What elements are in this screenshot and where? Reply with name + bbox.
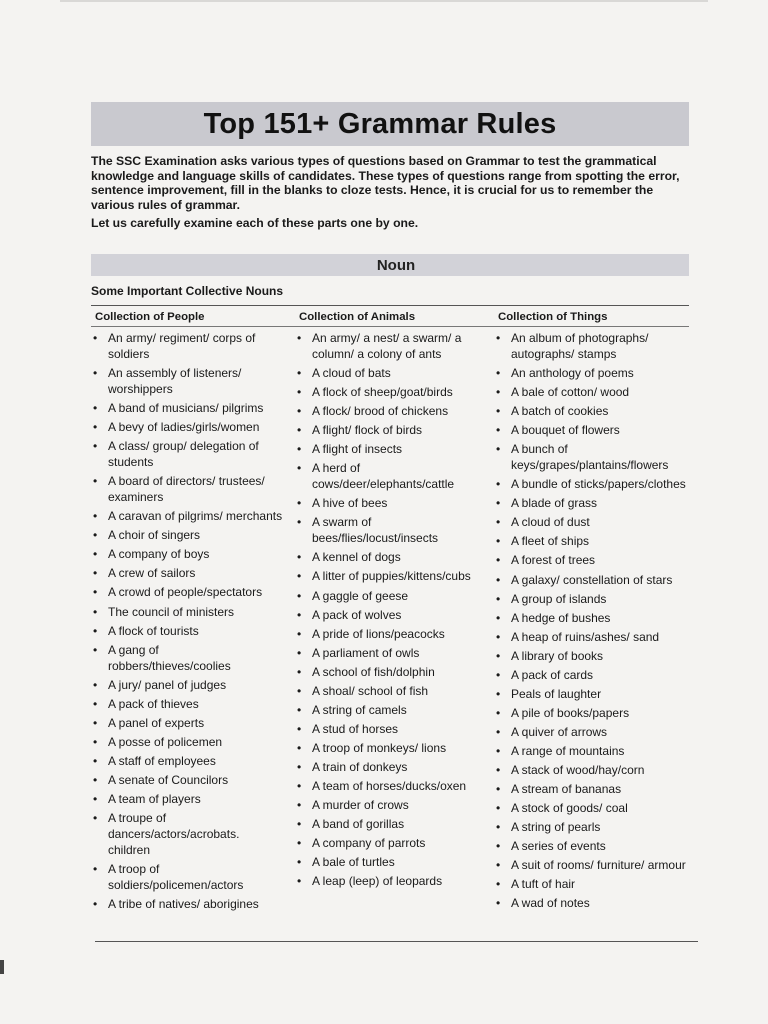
list-item: • A bunch of keys/grapes/plantains/flowers (496, 441, 696, 473)
list-item: • A shoal/ school of fish (297, 683, 493, 699)
list-item: • A stream of bananas (496, 781, 696, 797)
list-item: • A string of pearls (496, 819, 696, 835)
people-list (93, 330, 283, 915)
list-item: • A flight of insects (297, 441, 493, 457)
list-item: • A murder of crows (297, 797, 493, 813)
list-item: • A cloud of bats (297, 365, 493, 381)
list-item: • A stock of goods/ coal (496, 800, 696, 816)
list-item: • A forest of trees (496, 552, 696, 568)
intro-text (91, 154, 696, 235)
list-item: • A galaxy/ constellation of stars (496, 572, 696, 588)
list-item: • A series of events (496, 838, 696, 854)
page-top-edge (60, 0, 708, 2)
list-item: • An army/ regiment/ corps of soldiers (93, 330, 283, 362)
page-title: Top 151+ Grammar Rules (203, 107, 557, 140)
list-item: • A string of camels (297, 702, 493, 718)
section-title: Noun (376, 256, 416, 274)
animals-list (297, 330, 493, 892)
list-item: • A troop of soldiers/policemen/actors (93, 861, 283, 893)
list-item: • A board of directors/ trustees/ examiners (93, 473, 283, 505)
column-header-things: Collection of Things (498, 311, 608, 323)
list-item: • An army/ a nest/ a swarm/ a column/ a colony of ants (297, 330, 493, 362)
list-item: • A hive of bees (297, 495, 493, 511)
list-item: • A library of books (496, 648, 696, 664)
list-item: • A bevy of ladies/girls/women (93, 419, 283, 435)
list-item: • A senate of Councilors (93, 772, 283, 788)
list-item: • A hedge of bushes (496, 610, 696, 626)
table-bottom-rule (95, 941, 698, 942)
column-header-people: Collection of People (95, 311, 205, 323)
list-item: • A fleet of ships (496, 533, 696, 549)
list-item: • A choir of singers (93, 527, 283, 543)
list-item: • A band of musicians/ pilgrims (93, 400, 283, 416)
list-item: • A flock/ brood of chickens (297, 403, 493, 419)
list-item: • A team of horses/ducks/oxen (297, 778, 493, 794)
list-item: • A wad of notes (496, 895, 696, 911)
list-item: • A staff of employees (93, 753, 283, 769)
list-item: • A stack of wood/hay/corn (496, 762, 696, 778)
table-subheading: Some Important Collective Nouns (91, 284, 284, 298)
list-item: • A litter of puppies/kittens/cubs (297, 568, 493, 584)
table-top-rule (91, 305, 689, 306)
list-item: • A gaggle of geese (297, 588, 493, 604)
list-item: • A stud of horses (297, 721, 493, 737)
binding-mark (0, 960, 4, 974)
list-item: • A pack of cards (496, 667, 696, 683)
list-item: • A gang of robbers/thieves/coolies (93, 642, 283, 674)
list-item: • A posse of policemen (93, 734, 283, 750)
list-item: • A flock of tourists (93, 623, 283, 639)
list-item: • A pack of wolves (297, 607, 493, 623)
list-item: • A tribe of natives/ aborigines (93, 896, 283, 912)
list-item: • A bale of turtles (297, 854, 493, 870)
list-item: • A quiver of arrows (496, 724, 696, 740)
list-item: • A parliament of owls (297, 645, 493, 661)
list-item: • A school of fish/dolphin (297, 664, 493, 680)
list-item: • A flight/ flock of birds (297, 422, 493, 438)
list-item: • A tuft of hair (496, 876, 696, 892)
list-item: • A company of boys (93, 546, 283, 562)
list-item: • The council of ministers (93, 604, 283, 620)
things-list (496, 330, 696, 914)
list-item: • Peals of laughter (496, 686, 696, 702)
list-item: • An assembly of listeners/ worshippers (93, 365, 283, 397)
title-banner (91, 102, 689, 146)
list-item: • A leap (leep) of leopards (297, 873, 493, 889)
intro-paragraph: Let us carefully examine each of these parts one by one. (91, 216, 419, 231)
list-item: • A class/ group/ delegation of students (93, 438, 283, 470)
list-item: • A herd of cows/deer/elephants/cattle (297, 460, 493, 492)
list-item: • A flock of sheep/goat/birds (297, 384, 493, 400)
list-item: • A caravan of pilgrims/ merchants (93, 508, 283, 524)
table-header-rule (91, 326, 689, 327)
list-item: • A cloud of dust (496, 514, 696, 530)
list-item: • A pack of thieves (93, 696, 283, 712)
list-item: • A troop of monkeys/ lions (297, 740, 493, 756)
column-header-animals: Collection of Animals (299, 311, 416, 323)
list-item: • A pride of lions/peacocks (297, 626, 493, 642)
list-item: • A range of mountains (496, 743, 696, 759)
list-item: • A batch of cookies (496, 403, 696, 419)
list-item: • A crew of sailors (93, 565, 283, 581)
intro-paragraph: The SSC Examination asks various types of questions based on Grammar to test the grammatical knowledge and language skills of candidates. These types of questions range from spotting the error, sentence improvement, fill in the blanks to cloze tests. Hence, it is crucial for us to remember the various rules of grammar. (91, 154, 680, 212)
list-item: • A troupe of dancers/actors/acrobats. children (93, 810, 283, 858)
list-item: • A blade of grass (496, 495, 696, 511)
list-item: • A bundle of sticks/papers/clothes (496, 476, 696, 492)
section-banner (91, 254, 689, 276)
list-item: • A bouquet of flowers (496, 422, 696, 438)
list-item: • An anthology of poems (496, 365, 696, 381)
list-item: • An album of photographs/ autographs/ stamps (496, 330, 696, 362)
list-item: • A jury/ panel of judges (93, 677, 283, 693)
list-item: • A team of players (93, 791, 283, 807)
list-item: • A pile of books/papers (496, 705, 696, 721)
list-item: • A group of islands (496, 591, 696, 607)
list-item: • A band of gorillas (297, 816, 493, 832)
list-item: • A bale of cotton/ wood (496, 384, 696, 400)
list-item: • A train of donkeys (297, 759, 493, 775)
list-item: • A swarm of bees/flies/locust/insects (297, 514, 493, 546)
list-item: • A heap of ruins/ashes/ sand (496, 629, 696, 645)
list-item: • A kennel of dogs (297, 549, 493, 565)
list-item: • A panel of experts (93, 715, 283, 731)
list-item: • A crowd of people/spectators (93, 584, 283, 600)
list-item: • A company of parrots (297, 835, 493, 851)
list-item: • A suit of rooms/ furniture/ armour (496, 857, 696, 873)
